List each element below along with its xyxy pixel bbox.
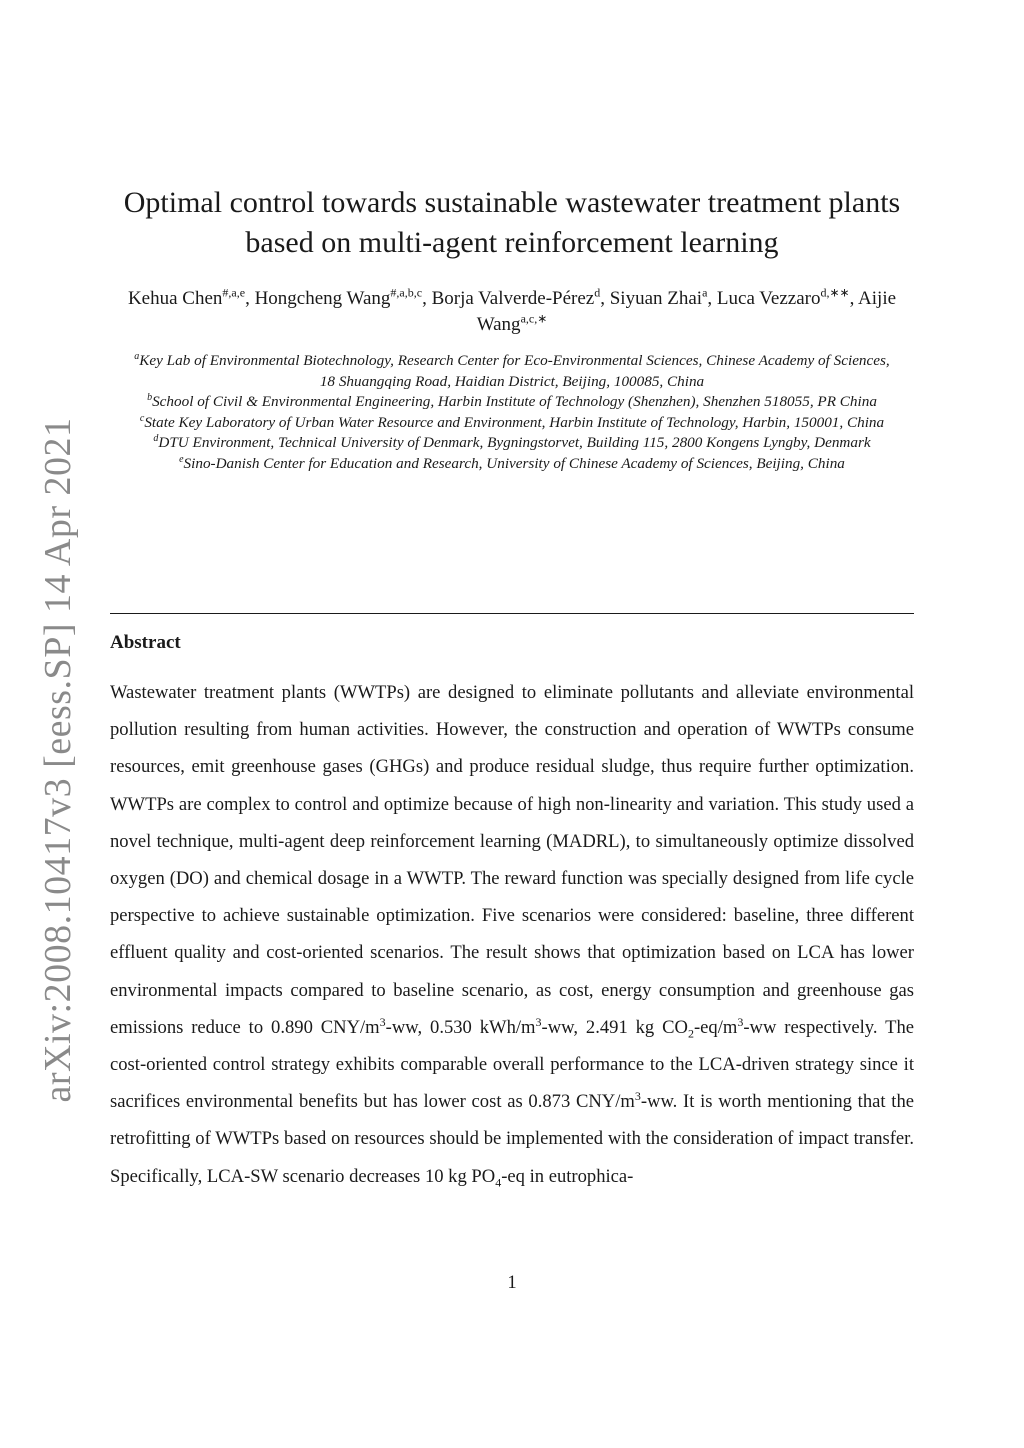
author: Siyuan Zhai$^a$,: [609, 285, 717, 309]
author-list: [110, 286, 914, 338]
affiliation: $^e$Sino-Danish Center for Education and Research, University of Chinese Academy of Sciences, Beijing, China: [179, 453, 845, 472]
author: Hongcheng Wang$^{\#,a,b,c}$,: [254, 285, 432, 309]
author: Luca Vezzaro$^{d,∗∗}$,: [716, 285, 859, 309]
affiliation: $^b$School of Civil & Environmental Engineering, Harbin Institute of Technology (Shenzhen), Shenzhen 518055, PR China: [147, 392, 877, 411]
affiliation: $^a$Key Lab of Environmental Biotechnology, Research Center for Eco-Environmental Sciences, Chinese Academy of Sciences, 18 Shuangqing Road, Haidian District, Beijing, 100085, China: [134, 350, 890, 390]
arxiv-identifier: arXiv:2008.10417v3 [eess.SP] 14 Apr 2021: [37, 417, 79, 1103]
section-divider: [110, 613, 914, 614]
title-line-1: Optimal control towards sustainable wastewater treatment plants: [123, 186, 901, 219]
affiliation: $^c$State Key Laboratory of Urban Water Resource and Environment, Harbin Institute of Technology, Harbin, 150001, China: [139, 412, 885, 431]
page-number: 1: [507, 1272, 517, 1293]
affiliation: $^d$DTU Environment, Technical University of Denmark, Bygningstorvet, Building 115, 2800 Kongens Lyngby, Denmark: [153, 433, 871, 452]
author: Aijie Wang$^{a,c,∗}$: [476, 288, 897, 335]
affiliation-list: [125, 351, 899, 475]
author: Borja Valverde-Pérez$^d$,: [431, 285, 610, 309]
author: Kehua Chen$^{\#,a,e}$,: [127, 285, 255, 309]
abstract-heading: Abstract: [110, 632, 181, 653]
abstract-text: Wastewater treatment plants (WWTPs) are designed to eliminate pollutants and alleviate environmental pollution resulting from human activities. However, the construction and operation of WWTPs consume resources, emit greenhouse gases (GHGs) and produce residual sludge, thus require further optimization. WWTPs are complex to control and optimize because of high non-linearity and variation. This study used a novel technique, multi-agent deep reinforcement learning (MADRL), to simultaneously optimize dissolved oxygen (DO) and chemical dosage in a WWTP. The reward function was specially designed from life cycle perspective to achieve sustainable optimization. Five scenarios were considered: baseline, three different effluent quality and cost-oriented scenarios. The result shows that optimization based on LCA has lower environmental impacts compared to baseline scenario, as cost, energy consumption and greenhouse gas emissions reduce to 0.890 CNY/$m^3-ww$, 0.530 kWh/$m^3-ww$, 2.491 kg $CO_2-eq/m^3-ww$ respectively. The cost-oriented control strategy exhibits comparable overall performance to the LCA-driven strategy since it sacrifices environmental benefits but has lower cost as 0.873 CNY/$m^3-ww$. It is worth mentioning that the retrofitting of WWTPs based on resources should be implemented with the consideration of impact transfer. Specifically, LCA-SW scenario decreases 10 kg $PO_4-eq$ in eutrophica-: [110, 682, 914, 1190]
title-line-2: based on multi-agent reinforcement learning: [245, 226, 779, 259]
paper-title: [110, 183, 914, 263]
